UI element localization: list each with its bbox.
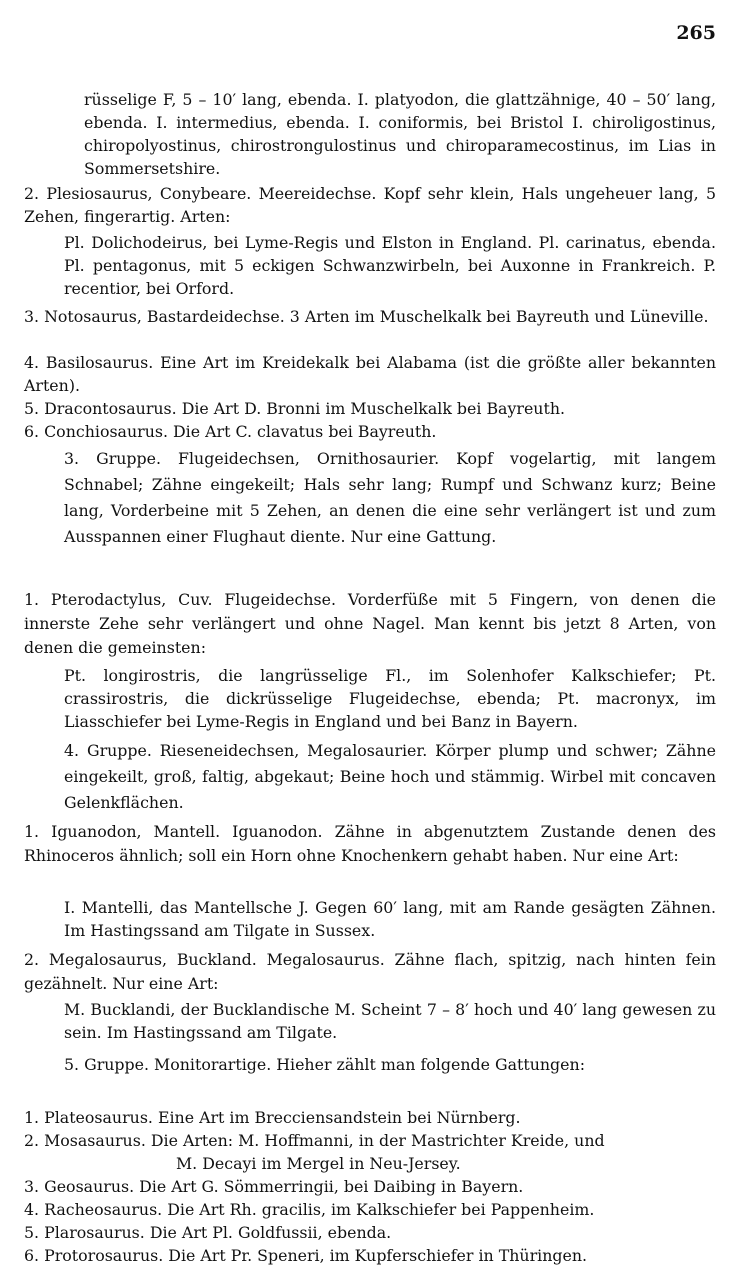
- paragraph-text: 2. Plesiosaurus, Conybeare. Meereidechse. Kopf sehr klein, Hals ungeheuer lang, 5 Zehen, fingerartig. Arten:: [24, 184, 716, 226]
- paragraph-text: 5. Dracontosaurus. Die Art D. Bronni im Muschelkalk bei Bayreuth.: [24, 399, 566, 418]
- page-number: 265: [676, 22, 716, 44]
- species-list-plesiosaurus: [24, 231, 716, 300]
- genus-entry-megalosaurus: [24, 948, 716, 996]
- group-heading-megalosaurier: [24, 738, 716, 816]
- list-item: 3. Geosaurus. Die Art G. Sömmerringii, bei Daibing in Bayern.: [24, 1177, 524, 1196]
- paragraph-text: rüsselige F, 5 – 10′ lang, ebenda. I. platyodon, die glattzähnige, 40 – 50′ lang, ebenda. I. intermedius, ebenda. I. coniformis, bei Bristol I. chiroligostinus, chiropolyostinus, chirostrongulostinus und chiroparamecostinus, im Lias in Sommersetshire.: [84, 90, 716, 178]
- continuation-paragraph: [24, 88, 716, 180]
- group-heading-monitorartige: [24, 1052, 716, 1078]
- list-item: 2. Mosasaurus. Die Arten: M. Hoffmanni, in der Mastrichter Kreide, und: [24, 1131, 605, 1150]
- paragraph-text: 6. Conchiosaurus. Die Art C. clavatus bei Bayreuth.: [24, 422, 437, 441]
- genus-entry-conchiosaurus: [24, 420, 716, 443]
- list-item: 5. Plarosaurus. Die Art Pl. Goldfussii, ebenda.: [24, 1223, 392, 1242]
- paragraph-text: 1. Iguanodon, Mantell. Iguanodon. Zähne in abgenutztem Zustande denen des Rhinoceros ähnlich; soll ein Horn ohne Knochenkern gehabt haben. Nur eine Art:: [24, 822, 716, 865]
- paragraph-text: 3. Gruppe. Flugeidechsen, Ornithosaurier. Kopf vogelartig, mit langem Schnabel; Zähne eingekeilt; Hals sehr lang; Rumpf und Schwanz kurz; Beine lang, Vorderbeine mit 5 Zehen, an denen die eine sehr verlängert ist und zum Ausspannen einer Flughaut diente. Nur eine Gattung.: [64, 449, 716, 546]
- paragraph-text: Pt. longirostris, die langrüsselige Fl., im Solenhofer Kalkschiefer; Pt. crassirostris, die dickrüsselige Flugeidechse, ebenda; Pt. macronyx, im Liasschiefer bei Lyme-Regis in England und bei Banz in Bayern.: [64, 666, 716, 731]
- group-heading-flugeidechsen: [24, 446, 716, 550]
- paragraph-text: 5. Gruppe. Monitorartige. Hieher zählt man folgende Gattungen:: [64, 1055, 586, 1074]
- genus-entry-plesiosaurus: [24, 182, 716, 228]
- species-list-pterodactylus: [24, 664, 716, 733]
- genus-entry-dracontosaurus: [24, 397, 716, 420]
- paragraph-text: 4. Gruppe. Rieseneidechsen, Megalosaurier. Körper plump und schwer; Zähne eingekeilt, groß, faltig, abgekaut; Beine hoch und stämmig. Wirbel mit concaven Gelenkflächen.: [64, 741, 716, 812]
- genus-list-monitorartige: [24, 1106, 716, 1267]
- paragraph-text: 4. Basilosaurus. Eine Art im Kreidekalk bei Alabama (ist die größte aller bekannten Arten).: [24, 353, 716, 395]
- paragraph-text: 1. Pterodactylus, Cuv. Flugeidechse. Vorderfüße mit 5 Fingern, von denen die innerste Zehe sehr verlängert und ohne Nagel. Man kennt bis jetzt 8 Arten, von denen die gemeinsten:: [24, 590, 716, 657]
- list-item: 4. Racheosaurus. Die Art Rh. gracilis, im Kalkschiefer bei Pappenheim.: [24, 1200, 595, 1219]
- species-iguanodon-mantelli: [24, 896, 716, 942]
- paragraph-text: M. Bucklandi, der Bucklandische M. Scheint 7 – 8′ hoch und 40′ lang gewesen zu sein. Im Hastingssand am Tilgate.: [64, 1000, 716, 1042]
- list-item: 6. Protorosaurus. Die Art Pr. Speneri, im Kupferschiefer in Thüringen.: [24, 1246, 588, 1265]
- genus-entry-notosaurus: [24, 305, 716, 328]
- genus-entry-basilosaurus: [24, 351, 716, 397]
- list-item: 1. Plateosaurus. Eine Art im Brecciensandstein bei Nürnberg.: [24, 1108, 521, 1127]
- paragraph-text: Pl. Dolichodeirus, bei Lyme-Regis und Elston in England. Pl. carinatus, ebenda. Pl. pentagonus, mit 5 eckigen Schwanzwirbeln, bei Auxonne in Frankreich. P. recentior, bei Orford.: [64, 233, 716, 298]
- list-item: M. Decayi im Mergel in Neu-Jersey.: [176, 1154, 461, 1173]
- paragraph-text: 3. Notosaurus, Bastardeidechse. 3 Arten im Muschelkalk bei Bayreuth und Lüneville.: [24, 307, 709, 326]
- species-megalosaurus-bucklandi: [24, 998, 716, 1044]
- paragraph-text: I. Mantelli, das Mantellsche J. Gegen 60′ lang, mit am Rande gesägten Zähnen. Im Hastingssand am Tilgate in Sussex.: [64, 898, 716, 940]
- genus-entry-iguanodon: [24, 820, 716, 868]
- paragraph-text: 2. Megalosaurus, Buckland. Megalosaurus. Zähne flach, spitzig, nach hinten fein gezähnelt. Nur eine Art:: [24, 950, 716, 993]
- genus-entry-pterodactylus: [24, 588, 716, 660]
